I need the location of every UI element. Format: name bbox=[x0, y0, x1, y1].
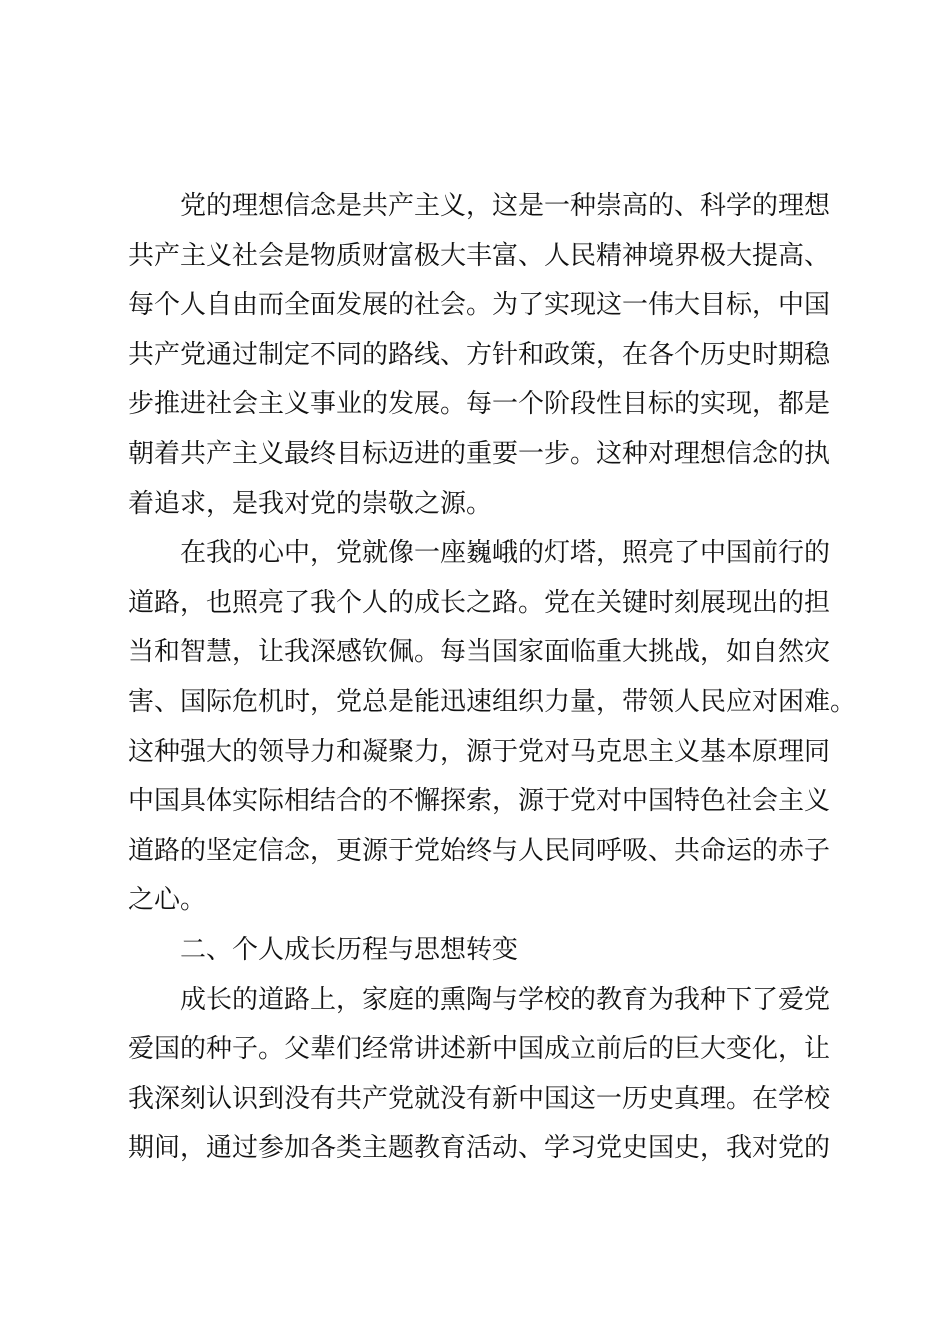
text-line: 着追求，是我对党的崇敬之源。 bbox=[128, 488, 493, 519]
text-line: 共产主义社会是物质财富极大丰富、人民精神境界极大提高、 bbox=[128, 240, 831, 271]
text-line: 步推进社会主义事业的发展。每一个阶段性目标的实现，都是 bbox=[128, 389, 831, 420]
text-line: 朝着共产主义最终目标迈进的重要一步。这种对理想信念的执 bbox=[128, 438, 831, 469]
text-line: 之心。 bbox=[128, 885, 207, 916]
document-body bbox=[128, 182, 857, 1174]
text-line: 当和智慧，让我深感钦佩。每当国家面临重大挑战，如自然灾 bbox=[128, 637, 831, 668]
text-line: 爱国的种子。父辈们经常讲述新中国成立前后的巨大变化，让 bbox=[128, 1034, 831, 1065]
text-line: 害、国际危机时，党总是能迅速组织力量，带领人民应对困难。 bbox=[128, 686, 857, 717]
text-line: 道路的坚定信念，更源于党始终与人民同呼吸、共命运的赤子 bbox=[128, 835, 831, 866]
text-line: 成长的道路上，家庭的熏陶与学校的教育为我种下了爱党 bbox=[180, 984, 831, 1015]
text-line: 共产党通过制定不同的路线、方针和政策，在各个历史时期稳 bbox=[128, 339, 831, 370]
text-line: 道路，也照亮了我个人的成长之路。党在关键时刻展现出的担 bbox=[128, 587, 831, 618]
text-line: 党的理想信念是共产主义，这是一种崇高的、科学的理想 bbox=[180, 191, 831, 221]
section-heading: 二、个人成长历程与思想转变 bbox=[180, 934, 519, 965]
text-line: 中国具体实际相结合的不懈探索，源于党对中国特色社会主义 bbox=[128, 786, 831, 817]
text-line: 这种强大的领导力和凝聚力，源于党对马克思主义基本原理同 bbox=[128, 736, 831, 767]
text-line: 我深刻认识到没有共产党就没有新中国这一历史真理。在学校 bbox=[128, 1083, 831, 1114]
text-line: 每个人自由而全面发展的社会。为了实现这一伟大目标，中国 bbox=[128, 290, 831, 321]
text-line: 在我的心中，党就像一座巍峨的灯塔，照亮了中国前行的 bbox=[180, 538, 831, 569]
text-line: 期间，通过参加各类主题教育活动、学习党史国史，我对党的 bbox=[128, 1133, 831, 1164]
